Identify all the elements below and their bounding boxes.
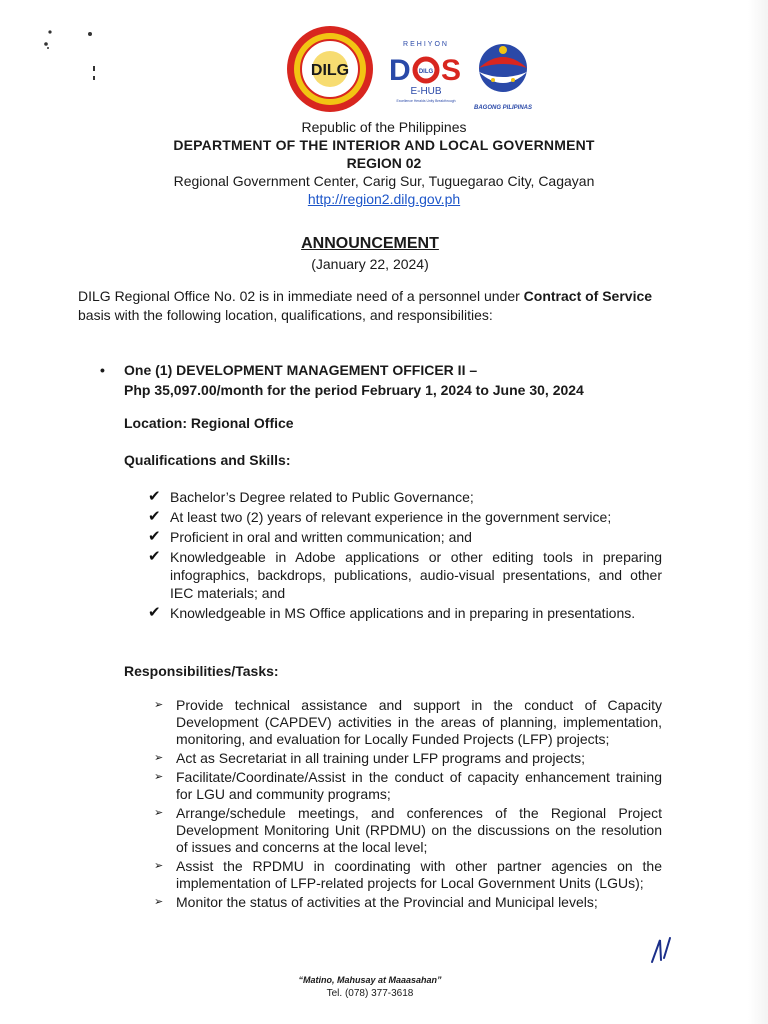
website-link[interactable]: http://region2.dilg.gov.ph [307,191,461,207]
list-item: ✔ Knowledgeable in Adobe applications or other editing tools in preparing infographics, backdrops, publications, audio-visual presentations, and other IEC materials; and [148,548,662,601]
qualifications-heading: Qualifications and Skills: [124,452,291,468]
position-item [100,360,680,400]
list-item: ➢ Provide technical assistance and support in the conduct of Capacity Development (CAPDEV) activities in the areas of planning, implementation, monitoring, and evaluation for Locally Funded Projects (LFP) projects; [154,697,662,747]
bullet-icon: • [100,362,105,378]
arrow-icon: ➢ [154,699,164,711]
check-icon: ✔ [148,604,161,621]
svg-text:S: S [441,54,462,87]
republic-line: Republic of the Philippines [301,119,467,135]
region-name: REGION 02 [346,155,422,171]
department-name: DEPARTMENT OF THE INTERIOR AND LOCAL GOVERNMENT [173,137,595,153]
intro-text-2: basis with the following location, qualifications, and responsibilities: [78,307,493,323]
list-item: ✔ Knowledgeable in MS Office applications and in preparing in presentations. [148,604,636,621]
footer [0,974,740,1000]
letterhead [0,118,768,208]
location-line: Location: Regional Office [124,415,294,431]
dilg-seal-text: DILG [310,62,350,79]
list-item: ✔ Bachelor’s Degree related to Public Governance; [148,488,474,505]
list-item: ➢ Facilitate/Coordinate/Assist in the conduct of capacity enhancement training for LGU and community programs; [154,769,662,802]
bagong-pilipinas-text: BAGONG PILIPINAS [473,105,533,111]
svg-text:D: D [389,54,411,87]
announcement-date: (January 22, 2024) [311,256,429,272]
rehiyon-text: REHIYON [403,41,449,48]
header-logos [285,24,545,114]
ehub-text: E-HUB [410,86,442,97]
list-item: ✔ At least two (2) years of relevant experience in the government service; [148,508,612,525]
bagong-pilipinas-logo [471,38,535,114]
scan-edge-shadow [748,0,768,1024]
arrow-icon: ➢ [154,807,164,819]
check-icon: ✔ [148,528,161,545]
dilg-seal-logo [285,24,375,114]
dos-inner-text: DILG [418,69,434,75]
list-item: ✔ Proficient in oral and written communication; and [148,528,472,545]
handwritten-initial [648,934,676,964]
footer-motto: “Matino, Mahusay at Maaasahan” [298,975,442,985]
check-icon: ✔ [148,548,161,565]
check-icon: ✔ [148,508,161,525]
qualifications-list [148,488,662,624]
list-item: ➢ Arrange/schedule meetings, and conferences of the Regional Project Development Monitoring Unit (RPDMU) on the discussions on the resolution of issues and concerns at the local level; [154,805,662,855]
arrow-icon: ➢ [154,771,164,783]
arrow-icon: ➢ [154,896,164,908]
ehub-subtext: Excellence Heralds Unity Breakthrough [396,99,456,103]
announcement-title: ANNOUNCEMENT [301,235,439,252]
intro-paragraph [78,287,663,325]
list-item: ➢ Act as Secretariat in all training under LFP programs and projects; [154,750,586,766]
responsibilities-heading: Responsibilities/Tasks: [124,663,279,679]
rehiyon-dos-ehub-logo [383,34,469,112]
check-icon: ✔ [148,488,161,505]
list-item: ➢ Assist the RPDMU in coordinating with other partner agencies on the implementation of LFP-related projects for Local Government Units (LGUs); [154,858,662,891]
office-address: Regional Government Center, Carig Sur, Tuguegarao City, Cagayan [173,173,595,189]
position-title: One (1) DEVELOPMENT MANAGEMENT OFFICER II – [124,362,478,378]
list-item: ➢ Monitor the status of activities at the Provincial and Municipal levels; [154,894,598,910]
intro-bold: Contract of Service [523,288,653,304]
footer-telephone: Tel. (078) 377-3618 [326,988,414,999]
scan-specks [38,24,108,94]
arrow-icon: ➢ [154,752,164,764]
intro-text-1: DILG Regional Office No. 02 is in immediate need of a personnel under [78,288,524,304]
arrow-icon: ➢ [154,860,164,872]
position-salary: Php 35,097.00/month for the period February 1, 2024 to June 30, 2024 [124,382,584,398]
responsibilities-list [154,697,662,913]
